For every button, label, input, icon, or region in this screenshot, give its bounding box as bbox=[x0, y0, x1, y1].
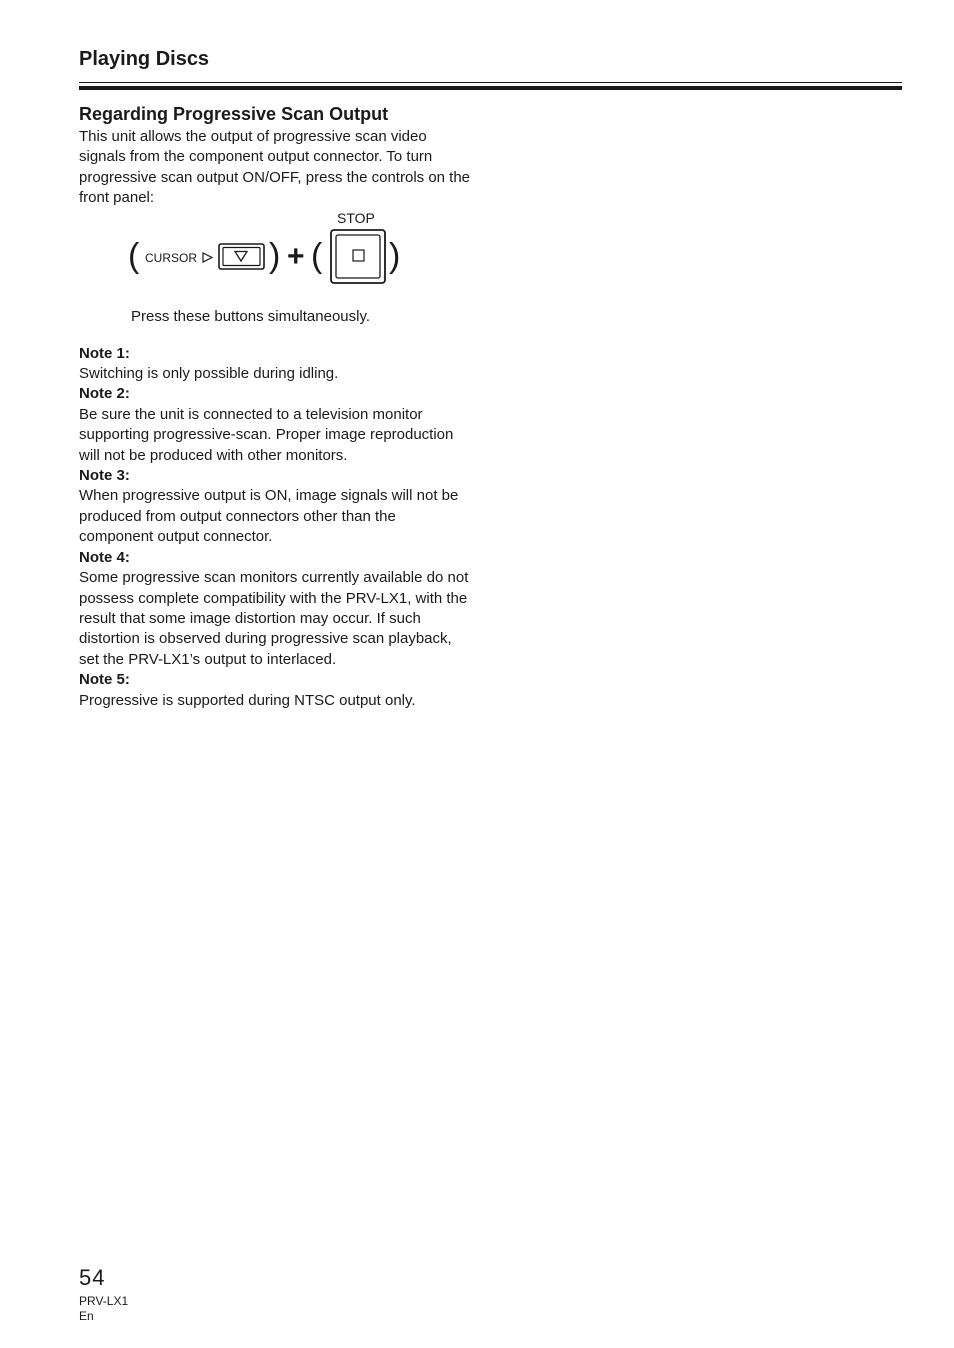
note-2-text: Be sure the unit is connected to a television monitor supporting progressive-scan. Proper image reproduction will not be produced with other monitors. bbox=[79, 405, 454, 464]
note-5-label: Note 5: bbox=[79, 671, 130, 689]
intro-paragraph: This unit allows the output of progressive scan video signals from the component output connector. To turn progressive scan output ON/OFF, press the controls on the front panel: bbox=[79, 128, 471, 207]
note-4-label: Note 4: bbox=[79, 548, 130, 566]
diagram-caption: Press these buttons simultaneously. bbox=[131, 307, 371, 325]
button-diagram bbox=[79, 209, 474, 344]
note-1-text: Switching is only possible during idling. bbox=[79, 365, 339, 383]
open-paren-left: ( bbox=[128, 236, 140, 275]
note-3-text: When progressive output is ON, image signals will not be produced from output connectors other than the component output connector. bbox=[79, 487, 459, 546]
close-paren-left: ) bbox=[269, 236, 281, 275]
subsection-heading: Regarding Progressive Scan Output bbox=[79, 104, 389, 124]
stop-button-outer bbox=[331, 230, 385, 283]
notes-list bbox=[79, 344, 474, 711]
cursor-label: CURSOR bbox=[145, 250, 198, 265]
note-5-text: Progressive is supported during NTSC output only. bbox=[79, 691, 416, 709]
note-1-label: Note 1: bbox=[79, 344, 130, 362]
model-name: PRV-LX1 bbox=[79, 1294, 129, 1308]
language-code: En bbox=[79, 1309, 94, 1323]
page-section-title: Playing Discs bbox=[79, 48, 210, 70]
note-2-label: Note 2: bbox=[79, 385, 130, 403]
cursor-arrow-icon bbox=[203, 253, 212, 262]
button-diagram-graphic bbox=[79, 209, 474, 309]
note-4-text: Some progressive scan monitors currently available do not possess complete compatibility with the PRV-LX1, with the result that some image distortion may occur. If such distortion is observed during progressive scan playback, set the PRV-LX1’s output to interlaced. bbox=[79, 569, 469, 668]
plus-sign: + bbox=[287, 239, 305, 273]
note-3-label: Note 3: bbox=[79, 467, 130, 485]
close-paren-right: ) bbox=[389, 236, 401, 275]
header-rule-thick bbox=[79, 86, 902, 90]
page-number: 54 bbox=[79, 1265, 106, 1290]
content-column bbox=[79, 103, 474, 711]
footer-model-info bbox=[79, 1294, 128, 1324]
stop-label: STOP bbox=[337, 209, 375, 226]
header-rule-thin bbox=[79, 82, 902, 83]
open-paren-right: ( bbox=[311, 236, 323, 275]
